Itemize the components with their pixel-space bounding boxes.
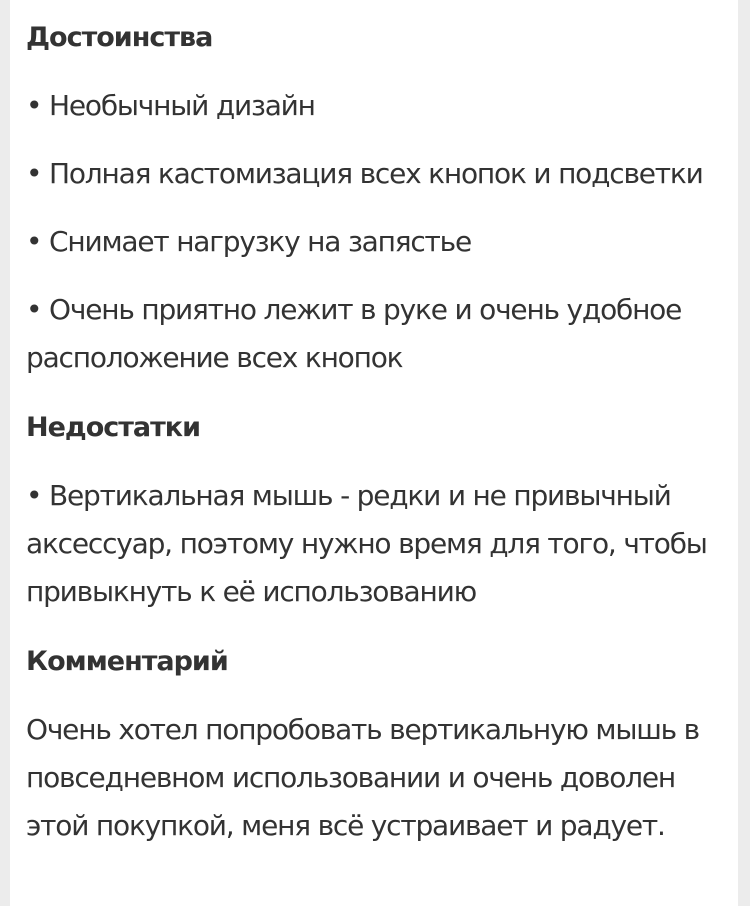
cons-title: Недостатки [26, 412, 201, 443]
pros-item: • Полная кастомизация всех кнопок и подсветки [26, 157, 703, 190]
pros-item: • Снимает нагрузку на запястье [26, 225, 471, 258]
pros-item: • Очень приятно лежит в руке и очень удобное расположение всех кнопок [26, 293, 682, 374]
comment-title: Комментарий [26, 646, 228, 677]
review-card [10, 0, 738, 906]
comment-text: Очень хотел попробовать вертикальную мышь в повседневном использовании и очень доволен этой покупкой, меня всё устраивает и радует. [26, 713, 699, 842]
pros-title: Достоинства [26, 22, 213, 53]
cons-item: • Вертикальная мышь - редки и не привычный аксессуар, поэтому нужно время для того, чтобы привыкнуть к её использованию [26, 479, 707, 608]
pros-item: • Необычный дизайн [26, 89, 315, 122]
